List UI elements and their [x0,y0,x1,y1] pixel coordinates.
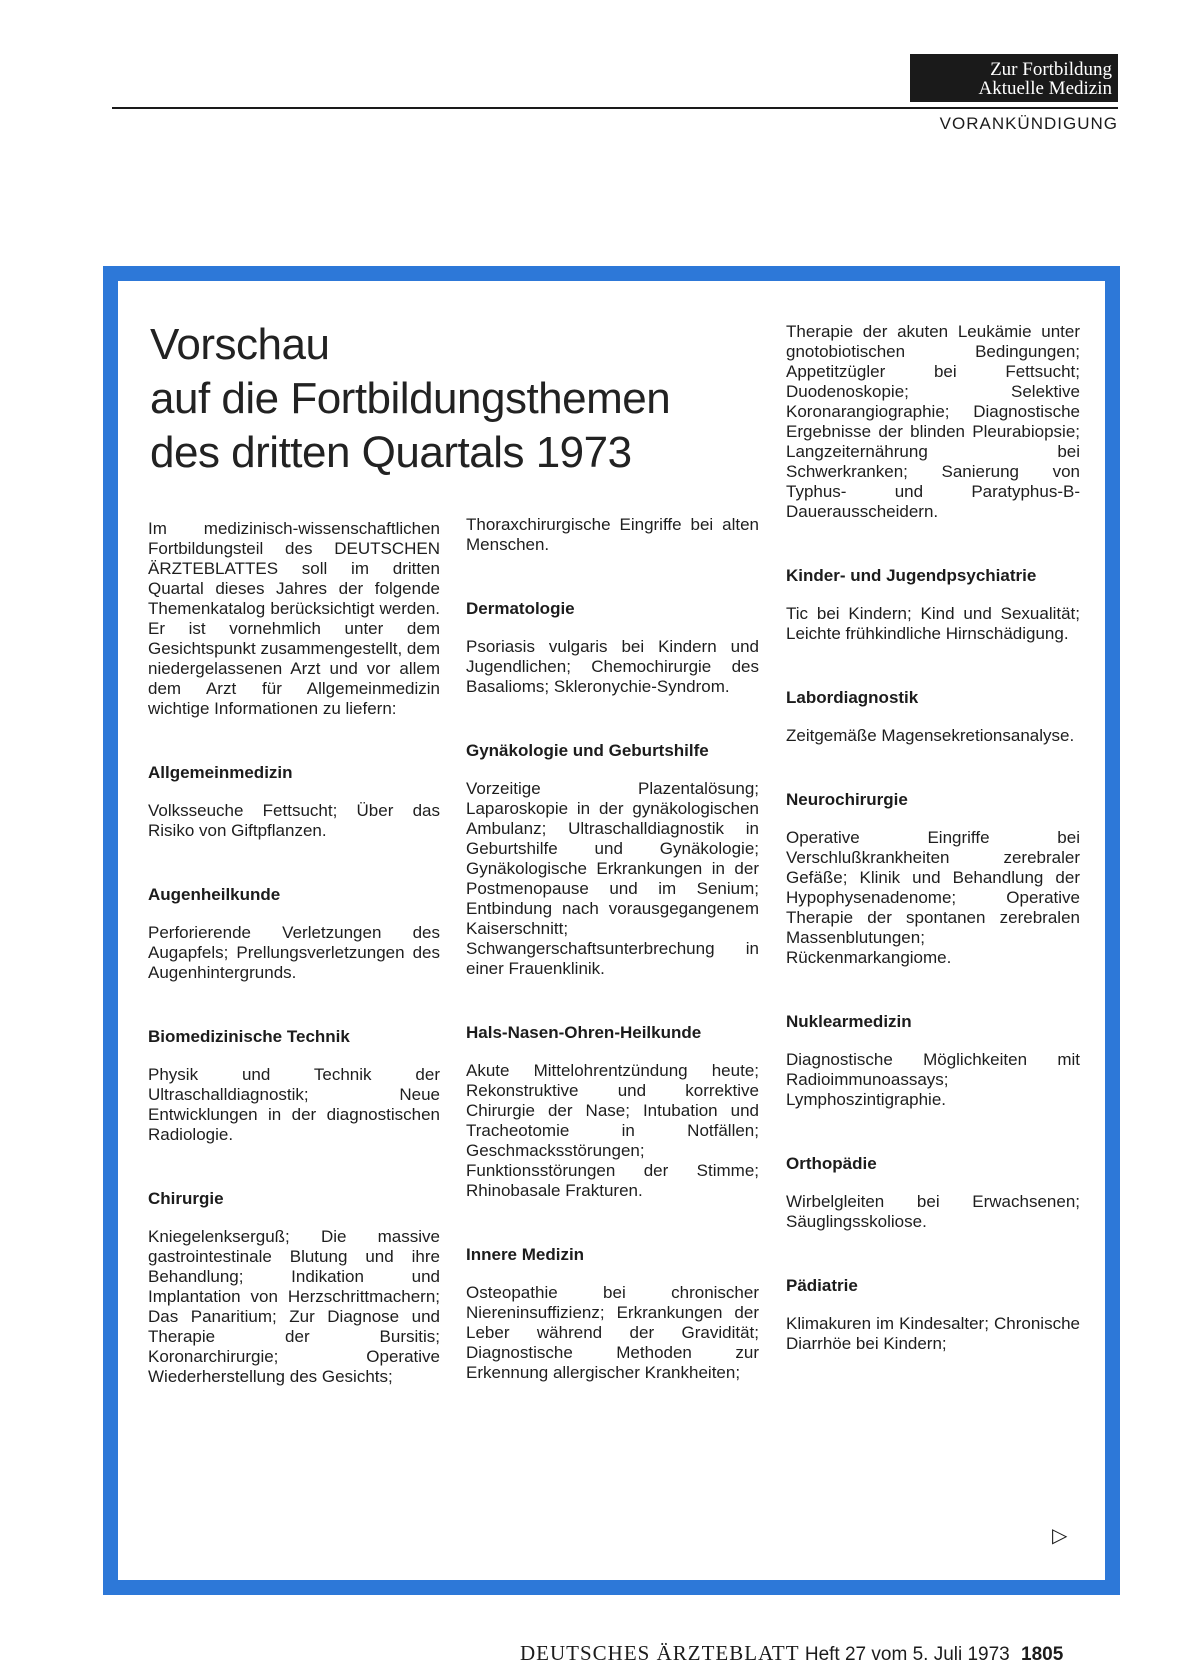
continued-text: Thoraxchirurgische Eingriffe bei alten Menschen. [466,515,759,554]
topic-list: Volksseuche Fettsucht; Über das Risiko von Giftpflanzen. [148,801,440,840]
topic-heading: Chirurgie [148,1189,224,1208]
topic-heading: Augenheilkunde [148,885,281,904]
title-line-1: Vorschau [150,320,330,369]
topic-heading: Hals-Nasen-Ohren-Heilkunde [466,1023,702,1042]
issue-info: Heft 27 vom 5. Juli 1973 [804,1644,1010,1665]
topic-section [786,1012,1080,1110]
topic-heading: Biomedizinische Technik [148,1027,350,1046]
topic-section [786,1276,1080,1354]
header-rule [112,107,1118,109]
continue-arrow-icon: ▷ [1052,1525,1068,1547]
topic-heading: Nuklearmedizin [786,1012,912,1031]
topic-section [148,885,440,983]
topic-list: Diagnostische Möglichkeiten mit Radioimmunoassays; Lymphoszintigraphie. [786,1050,1080,1109]
topic-section [148,1189,440,1387]
title-line-2: auf die Fortbildungsthemen [150,374,671,423]
title-line-3: des dritten Quartals 1973 [150,428,632,477]
topic-list: Zeitgemäße Magensekretionsanalyse. [786,726,1075,745]
intro-paragraph: Im medizinisch-wissenschaftlichen Fortbildungsteil des DEUTSCHEN ÄRZTEBLATTES soll im dritten Quartal dieses Jahres der folgende Themenkatalog berücksichtigt werden. Er ist vornehmlich unter dem Gesichtspunkt zusammengestellt, dem niedergelassenen Arzt und vor allem dem Arzt für Allgemeinmedizin wichtige Informationen zu liefern: [148,519,440,718]
topic-heading: Pädiatrie [786,1276,858,1295]
topic-heading: Neurochirurgie [786,790,908,809]
topic-list: Wirbelgleiten bei Erwachsenen; Säuglingsskoliose. [786,1192,1080,1231]
topic-section [786,566,1080,644]
topic-list: Kniegelenkserguß; Die massive gastrointestinale Blutung und ihre Behandlung; Indikation und Implantation von Herzschrittmachern; Das Panaritium; Zur Diagnose und Therapie der Bursitis; Koronarchirurgie; Operative Wiederherstellung des Gesichts; [148,1227,440,1386]
topic-list: Tic bei Kindern; Kind und Sexualität; Leichte frühkindliche Hirnschädigung. [786,604,1080,643]
topic-heading: Innere Medizin [466,1245,585,1264]
topic-heading: Kinder- und Jugendpsychiatrie [786,566,1037,585]
topic-section [466,1023,759,1201]
topic-section [148,763,440,841]
topic-list: Vorzeitige Plazentalösung; Laparoskopie in der gynäkologischen Ambulanz; Ultraschalldiagnostik in Geburtshilfe und Gynäkologie; Gynäkologische Erkrankungen in der Postmenopause und im Senium; Entbindung nach vorausgegangenem Kaiserschnitt; Schwangerschaftsunterbrechung in einer Frauenklinik. [466,779,759,978]
topic-list: Klimakuren im Kindesalter; Chronische Diarrhöe bei Kindern; [786,1314,1080,1353]
journal-name: DEUTSCHES ÄRZTEBLATT [520,1641,800,1665]
topic-section [148,1027,440,1145]
column-1 [148,519,440,1387]
topic-list: Psoriasis vulgaris bei Kindern und Jugendlichen; Chemochirurgie des Basalioms; Skleronychie-Syndrom. [466,637,759,696]
topic-list: Operative Eingriffe bei Verschlußkrankheiten zerebraler Gefäße; Klinik und Behandlung der Hypophysenadenome; Operative Therapie der spontanen zerebralen Massenblutungen; Rückenmarkangiome. [786,828,1080,967]
page-number: 1805 [1021,1644,1064,1665]
article-title [150,318,750,480]
continued-text: Therapie der akuten Leukämie unter gnotobiotischen Bedingungen; Appetitzügler bei Fettsucht; Duodenoskopie; Selektive Koronarangiographie; Diagnostische Ergebnisse der blinden Pleurabiopsie; Langzeiternährung bei Schwerkranken; Sanierung von Typhus- und Paratyphus-B-Dauerausscheidern. [786,322,1080,521]
topic-heading: Orthopädie [786,1154,877,1173]
topic-section [786,688,1080,746]
topic-heading: Labordiagnostik [786,688,919,707]
topic-section [786,1154,1080,1232]
topic-section [466,599,759,697]
topic-list: Akute Mittelohrentzündung heute; Rekonstruktive und korrektive Chirurgie der Nase; Intubation und Tracheotomie in Notfällen; Geschmacksstörungen; Funktionsstörungen der Stimme; Rhinobasale Frakturen. [466,1061,759,1200]
section-badge [910,54,1118,102]
topic-list: Perforierende Verletzungen des Augapfels; Prellungsverletzungen des Augenhintergrunds. [148,923,440,982]
topic-heading: Gynäkologie und Geburtshilfe [466,741,709,760]
topic-section [466,741,759,979]
section-label: VORANKÜNDIGUNG [939,114,1118,133]
topic-heading: Allgemeinmedizin [148,763,293,782]
section-badge-line1: Zur Fortbildung [990,59,1112,80]
topic-list: Osteopathie bei chronischer Niereninsuffizienz; Erkrankungen der Leber während der Gravidität; Diagnostische Methoden zur Erkennung allergischer Krankheiten; [466,1283,759,1382]
column-2 [466,515,759,1383]
topic-list: Physik und Technik der Ultraschalldiagnostik; Neue Entwicklungen in der diagnostischen Radiologie. [148,1065,440,1144]
topic-section [786,790,1080,968]
column-3 [786,322,1080,1354]
topic-heading: Dermatologie [466,599,575,618]
topic-section [466,1245,759,1383]
section-badge-line2: Aktuelle Medizin [978,78,1112,99]
page-footer [520,1641,1120,1666]
